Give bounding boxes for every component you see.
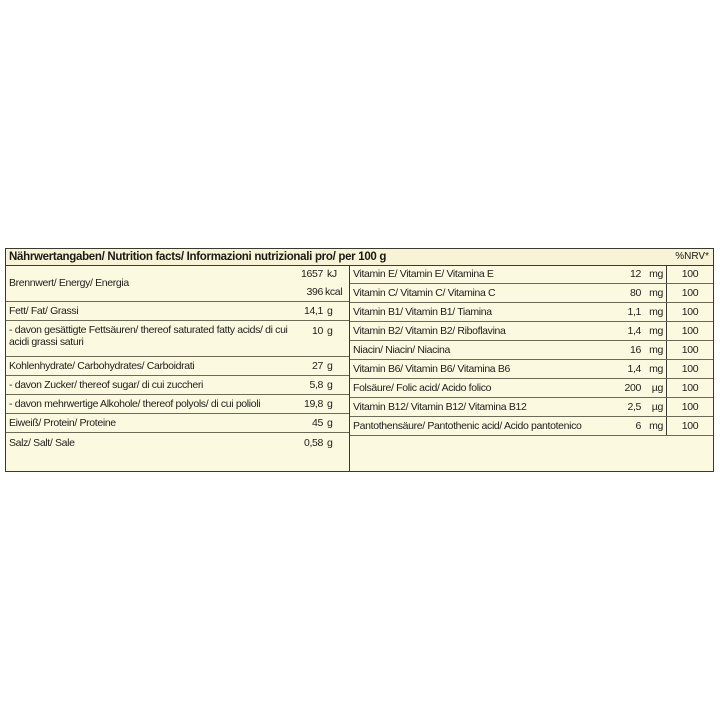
row-value: 1,4 — [627, 325, 641, 337]
row-nrv: 100 — [666, 360, 713, 378]
row-label: - davon Zucker/ thereof sugar/ di cui zuccheri — [9, 379, 203, 391]
nrv-label: %NRV* — [675, 251, 709, 262]
row-nrv: 100 — [666, 265, 713, 283]
table-row-vitamin-b1 — [350, 303, 713, 322]
table-row-empty — [350, 436, 713, 469]
row-label: Salz/ Salt/ Sale — [9, 436, 75, 449]
row-value: 12 — [630, 268, 641, 280]
row-unit: µg — [651, 401, 663, 413]
energy-kcal-value: 396 — [306, 286, 323, 298]
table-row-protein — [6, 414, 349, 433]
row-unit: g — [327, 360, 333, 372]
table-row-vitamin-b6 — [350, 360, 713, 379]
row-unit: g — [327, 398, 333, 410]
row-label: Vitamin B6/ Vitamin B6/ Vitamina B6 — [353, 363, 511, 375]
row-unit: mg — [649, 344, 663, 356]
row-nrv: 100 — [666, 322, 713, 340]
table-row-vitamin-e — [350, 265, 713, 284]
row-unit: g — [327, 325, 333, 337]
row-unit: g — [327, 417, 333, 429]
row-unit: g — [327, 436, 333, 449]
row-unit: mg — [649, 420, 663, 432]
table-row-sugar — [6, 376, 349, 395]
nutrition-table — [5, 248, 714, 472]
row-unit: mg — [649, 325, 663, 337]
row-unit: mg — [649, 363, 663, 375]
table-row-salt — [6, 433, 349, 452]
row-unit: g — [327, 379, 333, 391]
row-unit: mg — [649, 268, 663, 280]
row-label: Vitamin B1/ Vitamin B1/ Tiamina — [353, 306, 492, 318]
energy-kj-unit: kJ — [327, 268, 337, 280]
row-nrv: 100 — [666, 284, 713, 302]
row-unit: g — [327, 305, 333, 317]
row-value: 6 — [635, 420, 641, 432]
row-value: 5,8 — [309, 379, 323, 391]
table-row-vitamin-c — [350, 284, 713, 303]
row-unit: mg — [649, 287, 663, 299]
row-unit: mg — [649, 306, 663, 318]
row-label: Eiweiß/ Protein/ Proteine — [9, 417, 116, 429]
row-label: Vitamin C/ Vitamin C/ Vitamina C — [353, 287, 496, 299]
table-row-polyols — [6, 395, 349, 414]
row-value: 1,1 — [627, 306, 641, 318]
table-title: Nährwertangaben/ Nutrition facts/ Informazioni nutrizionali pro/ per 100 g — [9, 251, 387, 263]
row-label: Pantothensäure/ Pantothenic acid/ Acido pantotenico — [353, 420, 582, 432]
row-label: Vitamin E/ Vitamin E/ Vitamina E — [353, 268, 494, 280]
table-row-niacin — [350, 341, 713, 360]
row-label: Vitamin B2/ Vitamin B2/ Riboflavina — [353, 325, 506, 337]
row-nrv: 100 — [666, 417, 713, 435]
table-row-energy — [6, 265, 349, 302]
row-value: 45 — [312, 417, 323, 429]
table-row-vitamin-b12 — [350, 398, 713, 417]
row-value: 1,4 — [627, 363, 641, 375]
row-label: - davon mehrwertige Alkohole/ thereof polyols/ di cui polioli — [9, 398, 261, 410]
row-label: Brennwert/ Energy/ Energia — [9, 277, 129, 289]
energy-kcal-unit: kcal — [325, 286, 343, 298]
row-nrv: 100 — [666, 341, 713, 359]
row-nrv: 100 — [666, 303, 713, 321]
row-nrv: 100 — [666, 398, 713, 416]
row-value: 27 — [312, 360, 323, 372]
row-value: 0,58 — [303, 436, 323, 449]
table-row-folic-acid — [350, 379, 713, 398]
row-value: 10 — [312, 325, 323, 337]
row-value: 16 — [630, 344, 641, 356]
table-row-fat — [6, 302, 349, 321]
row-value: 2,5 — [627, 401, 641, 413]
table-header — [6, 249, 713, 266]
right-column — [349, 265, 713, 471]
table-row-pantothenic-acid — [350, 417, 713, 436]
table-row-carbohydrates — [6, 357, 349, 376]
row-value: 200 — [624, 382, 641, 394]
table-row-saturated-fat — [6, 321, 349, 357]
row-label: Kohlenhydrate/ Carbohydrates/ Carboidrati — [9, 360, 195, 372]
row-value: 19,8 — [303, 398, 323, 410]
left-column — [6, 265, 349, 471]
row-label: Vitamin B12/ Vitamin B12/ Vitamina B12 — [353, 401, 527, 413]
energy-kj-value: 1657 — [301, 268, 323, 280]
row-value: 14,1 — [303, 305, 323, 317]
row-unit: µg — [651, 382, 663, 394]
row-label: - davon gesättigte Fettsäuren/ thereof saturated fatty acids/ di cui acidi grassi saturi — [9, 324, 288, 348]
row-nrv: 100 — [666, 379, 713, 397]
row-label: Folsäure/ Folic acid/ Acido folico — [353, 382, 492, 394]
table-row-vitamin-b2 — [350, 322, 713, 341]
row-label: Fett/ Fat/ Grassi — [9, 305, 79, 317]
row-value: 80 — [630, 287, 641, 299]
row-label: Niacin/ Niacin/ Niacina — [353, 344, 450, 356]
